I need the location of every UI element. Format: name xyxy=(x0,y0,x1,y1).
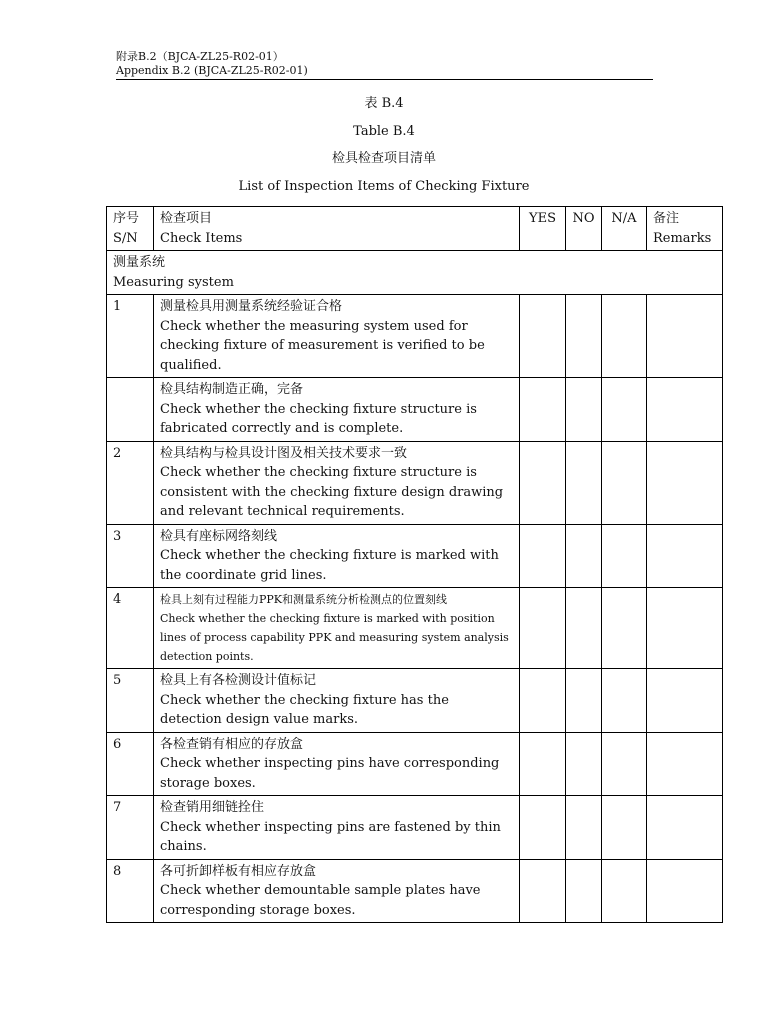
section-title-en: Measuring system xyxy=(113,274,234,290)
check-item-en: Check whether the checking fixture is marked with the coordinate grid lines. xyxy=(160,548,499,583)
yes-cell[interactable] xyxy=(520,588,566,669)
check-item-en: Check whether the checking fixture structure is consistent with the checking fixture design drawing and relevant technical requirements. xyxy=(160,465,504,519)
header-yes: YES xyxy=(520,207,566,251)
header-sn xyxy=(107,207,154,251)
na-cell[interactable] xyxy=(602,295,647,378)
na-cell[interactable] xyxy=(602,441,647,524)
row-check-item xyxy=(154,732,520,796)
row-sn: 3 xyxy=(107,524,154,588)
header-remarks xyxy=(647,207,723,251)
table-titles xyxy=(0,94,768,204)
na-cell[interactable] xyxy=(602,588,647,669)
yes-cell[interactable] xyxy=(520,378,566,442)
check-item-cn: 检具结构与检具设计图及相关技术要求一致 xyxy=(160,445,408,461)
na-cell[interactable] xyxy=(602,669,647,733)
table-row xyxy=(107,859,723,923)
check-item-cn: 检具结构制造正确，完备 xyxy=(160,382,304,397)
header-check-items xyxy=(154,207,520,251)
header-items-en: Check Items xyxy=(160,230,243,246)
row-sn: 1 xyxy=(107,295,154,378)
header-remarks-cn: 备注 xyxy=(653,211,680,226)
header-items-cn: 检查项目 xyxy=(160,211,213,226)
table-caption-cn: 检具检查项目清单 xyxy=(331,151,436,166)
remarks-cell[interactable] xyxy=(647,524,723,588)
table-row xyxy=(107,796,723,860)
check-item-cn: 各检查销有相应的存放盒 xyxy=(160,736,304,752)
no-cell[interactable] xyxy=(566,441,602,524)
check-item-cn: 检具有座标网络刻线 xyxy=(160,528,278,544)
header-remarks-en: Remarks xyxy=(653,230,712,246)
table-row xyxy=(107,295,723,378)
remarks-cell[interactable] xyxy=(647,669,723,733)
na-cell[interactable] xyxy=(602,732,647,796)
na-cell[interactable] xyxy=(602,378,647,442)
no-cell[interactable] xyxy=(566,669,602,733)
remarks-cell[interactable] xyxy=(647,588,723,669)
yes-cell[interactable] xyxy=(520,524,566,588)
check-item-en: Check whether the checking fixture is marked with position lines of process capability PPK and measuring system analysis detection points. xyxy=(160,612,509,663)
table-caption-en: List of Inspection Items of Checking Fixture xyxy=(238,178,530,194)
table-row xyxy=(107,669,723,733)
table-row xyxy=(107,441,723,524)
yes-cell[interactable] xyxy=(520,295,566,378)
row-sn: 7 xyxy=(107,796,154,860)
row-check-item xyxy=(154,588,520,669)
table-row xyxy=(107,588,723,669)
remarks-cell[interactable] xyxy=(647,295,723,378)
no-cell[interactable] xyxy=(566,859,602,923)
check-item-en: Check whether the checking fixture has the detection design value marks. xyxy=(160,692,449,727)
no-cell[interactable] xyxy=(566,295,602,378)
row-check-item xyxy=(154,796,520,860)
inspection-checklist-table xyxy=(106,206,723,923)
yes-cell[interactable] xyxy=(520,732,566,796)
check-item-en: Check whether the measuring system used for checking fixture of measurement is verified to be qualified. xyxy=(160,318,485,373)
remarks-cell[interactable] xyxy=(647,732,723,796)
check-item-cn: 检具上刻有过程能力PPK和测量系统分析检测点的位置刻线 xyxy=(160,593,448,606)
row-check-item xyxy=(154,441,520,524)
yes-cell[interactable] xyxy=(520,796,566,860)
remarks-cell[interactable] xyxy=(647,441,723,524)
no-cell[interactable] xyxy=(566,524,602,588)
table-row xyxy=(107,524,723,588)
header-no: NO xyxy=(566,207,602,251)
table-header-row xyxy=(107,207,723,251)
no-cell[interactable] xyxy=(566,588,602,669)
na-cell[interactable] xyxy=(602,796,647,860)
row-check-item xyxy=(154,295,520,378)
row-sn: 6 xyxy=(107,732,154,796)
section-row xyxy=(107,251,723,295)
check-item-cn: 各可折卸样板有相应存放盒 xyxy=(160,863,317,879)
row-sn xyxy=(107,378,154,442)
check-item-en: Check whether inspecting pins are fastened by thin chains. xyxy=(160,819,501,854)
table-row xyxy=(107,732,723,796)
remarks-cell[interactable] xyxy=(647,378,723,442)
no-cell[interactable] xyxy=(566,732,602,796)
check-item-cn: 检查销用细链拴住 xyxy=(160,800,265,815)
check-item-cn: 检具上有各检测设计值标记 xyxy=(160,673,317,688)
row-sn: 5 xyxy=(107,669,154,733)
na-cell[interactable] xyxy=(602,524,647,588)
check-item-en: Check whether demountable sample plates have corresponding storage boxes. xyxy=(160,883,481,918)
table-row xyxy=(107,378,723,442)
section-cell xyxy=(107,251,723,295)
row-check-item xyxy=(154,669,520,733)
remarks-cell[interactable] xyxy=(647,796,723,860)
remarks-cell[interactable] xyxy=(647,859,723,923)
table-number-cn: 表 B.4 xyxy=(364,96,404,111)
check-item-cn: 测量检具用测量系统经验证合格 xyxy=(160,299,343,314)
row-sn: 4 xyxy=(107,588,154,669)
header-sn-en: S/N xyxy=(113,230,138,246)
yes-cell[interactable] xyxy=(520,859,566,923)
no-cell[interactable] xyxy=(566,796,602,860)
row-check-item xyxy=(154,524,520,588)
table-number-en: Table B.4 xyxy=(353,123,415,139)
row-sn: 8 xyxy=(107,859,154,923)
section-title-cn: 测量系统 xyxy=(113,255,166,270)
row-check-item xyxy=(154,859,520,923)
appendix-line-en: Appendix B.2 (BJCA-ZL25-R02-01) xyxy=(116,64,308,77)
na-cell[interactable] xyxy=(602,859,647,923)
header-na: N/A xyxy=(602,207,647,251)
yes-cell[interactable] xyxy=(520,669,566,733)
yes-cell[interactable] xyxy=(520,441,566,524)
row-check-item xyxy=(154,378,520,442)
page-header xyxy=(116,50,653,80)
row-sn: 2 xyxy=(107,441,154,524)
appendix-line-cn: 附录B.2（BJCA-ZL25-R02-01） xyxy=(116,50,284,63)
no-cell[interactable] xyxy=(566,378,602,442)
check-item-en: Check whether the checking fixture structure is fabricated correctly and is complete. xyxy=(160,401,477,436)
header-sn-cn: 序号 xyxy=(113,211,140,226)
check-item-en: Check whether inspecting pins have corresponding storage boxes. xyxy=(160,756,500,791)
